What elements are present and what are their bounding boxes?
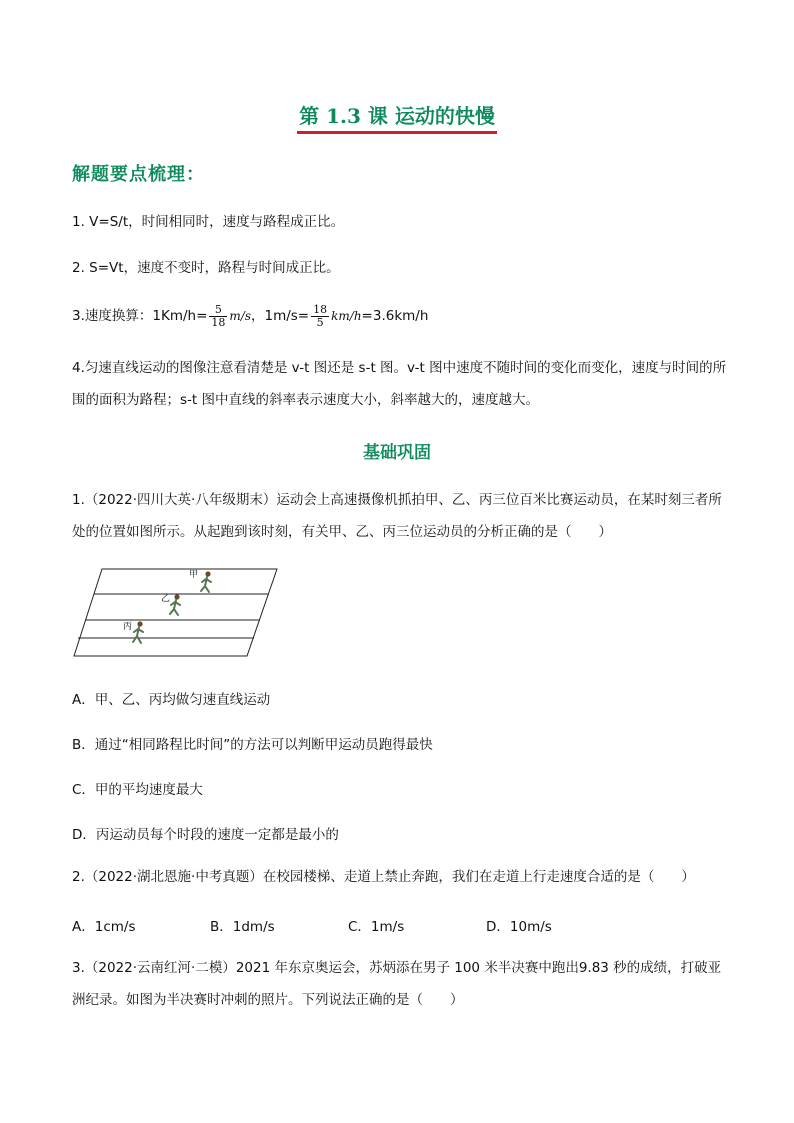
point-4: 4.匀速直线运动的图像注意看清楚是 v-t 图还是 s-t 图。v-t 图中速度不随时间的变化而变化，速度与时间的所围的面积为路程；s-t 图中直线的斜率表示速度大小，斜率越大的，速度越大。 [72,360,727,408]
runner-bing-icon [133,621,143,643]
unit-kmh: km/h [331,309,362,323]
question-2-option-b: B．1dm/s [210,919,275,935]
section-heading-basic: 基础巩固 [363,443,431,463]
figure-label-yi: 乙 [161,594,171,604]
figure-label-bing: 丙 [123,622,133,632]
point-3-suffix: =3.6km/h [361,308,429,324]
fraction-denominator: 18 [211,315,226,329]
question-2-option-d: D．10m/s [486,919,552,935]
section-heading-points: 解题要点梳理： [72,164,205,185]
unit-ms: m/s [229,309,251,323]
figure-label-jia: 甲 [189,570,199,580]
point-2: 2. S=Vt，速度不变时，路程与时间成正比。 [72,260,340,276]
point-3-prefix: 3.速度换算：1Km/h= [72,308,208,324]
point-1: 1. V=S/t，时间相同时，速度与路程成正比。 [72,214,345,230]
question-2-stem: 2.（2022·湖北恩施·中考真题）在校园楼梯、走道上禁止奔跑，我们在走道上行走速度合适的是（ ） [72,869,695,885]
runner-jia-icon [201,571,211,592]
point-3 [72,300,428,332]
runner-yi-icon [170,594,180,615]
question-2-option-c: C．1m/s [348,919,405,935]
fraction-numerator: 5 [209,304,227,317]
question-1-option-d: D．丙运动员每个时段的速度一定都是最小的 [72,827,339,843]
fraction-5-over-18 [209,304,227,329]
page-title [0,100,794,132]
question-1-option-b: B．通过“相同路程比时间”的方法可以判断甲运动员跑得最快 [72,737,433,753]
question-2-option-a: A．1cm/s [72,919,136,935]
question-1-stem: 1.（2022·四川大英·八年级期末）运动会上高速摄像机抓拍甲、乙、丙三位百米比赛运动员，在某时刻三者所处的位置如图所示。从起跑到该时刻，有关甲、乙、丙三位运动员的分析正确的是（ ） [72,492,722,540]
fraction-18-over-5 [311,304,329,329]
page-title-text: 第 1.3 课 运动的快慢 [299,100,495,132]
question-3-stem: 3.（2022·云南红河·二模）2021 年东京奥运会，苏炳添在男子 100 米半决赛中跑出9.83 秒的成绩，打破亚洲纪录。如图为半决赛时冲刺的照片。下列说法正确的是（ ） [72,960,722,1008]
fraction-denominator: 5 [316,315,324,329]
question-1-option-a: A．甲、乙、丙均做匀速直线运动 [72,692,271,708]
point-3-mid: ，1m/s= [250,308,310,324]
fraction-numerator: 18 [313,302,328,316]
question-1-option-c: C．甲的平均速度最大 [72,782,203,798]
running-track-figure [72,565,282,660]
